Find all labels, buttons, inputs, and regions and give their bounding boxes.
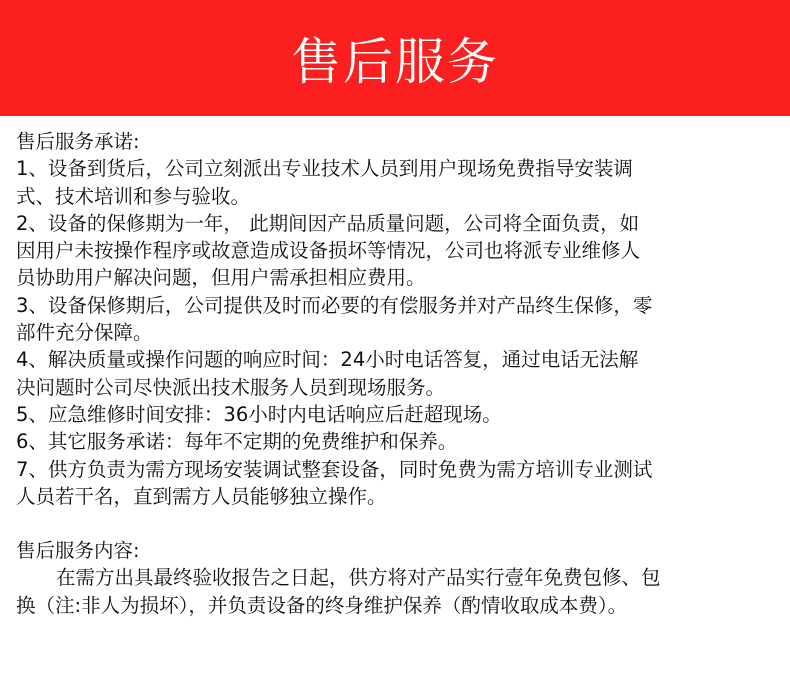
commitment-line: 4、解决质量或操作问题的响应时间：24小时电话答复，通过电话无法解: [16, 348, 639, 372]
commitment-line: 式、技术培训和参与验收。: [16, 184, 251, 208]
content-line: 换（注:非人为损坏），并负责设备的终身维护保养（酌情收取成本费）。: [16, 593, 628, 617]
commitment-line: 员协助用户解决问题，但用户需承担相应费用。: [16, 266, 426, 290]
commitment-line: 7、供方负责为需方现场安装调试整套设备，同时免费为需方培训专业测试: [16, 457, 653, 481]
commitment-line: 部件充分保障。: [16, 321, 153, 345]
commitment-line: 1、设备到货后，公司立刻派出专业技术人员到用户现场免费指导安装调: [16, 157, 633, 181]
title-banner: [0, 0, 790, 116]
banner-title: 售后服务: [291, 33, 499, 91]
commitment-line: 3、设备保修期后，公司提供及时而必要的有偿服务并对产品终生保修，零: [16, 293, 653, 317]
commitment-line: 因用户未按操作程序或故意造成设备损坏等情况，公司也将派专业维修人: [16, 239, 641, 263]
commitment-line: 人员若干名，直到需方人员能够独立操作。: [16, 484, 387, 508]
commitment-line: 决问题时公司尽快派出技术服务人员到现场服务。: [16, 375, 446, 399]
content-line: 在需方出具最终验收报告之日起，供方将对产品实行壹年免费包修、包: [56, 566, 661, 590]
section-spacer: [16, 510, 778, 537]
commitment-section: [16, 128, 778, 510]
content-section: [16, 537, 778, 619]
commitment-line: 5、应急维修时间安排：36小时内电话响应后赶超现场。: [16, 402, 502, 426]
content-heading: 售后服务内容:: [16, 539, 140, 563]
commitment-heading: 售后服务承诺:: [16, 130, 140, 153]
commitment-line: 2、设备的保修期为一年， 此期间因产品质量问题，公司将全面负责，如: [16, 211, 640, 235]
commitment-line: 6、其它服务承诺：每年不定期的免费维护和保养。: [16, 430, 458, 454]
service-document: [16, 128, 778, 619]
